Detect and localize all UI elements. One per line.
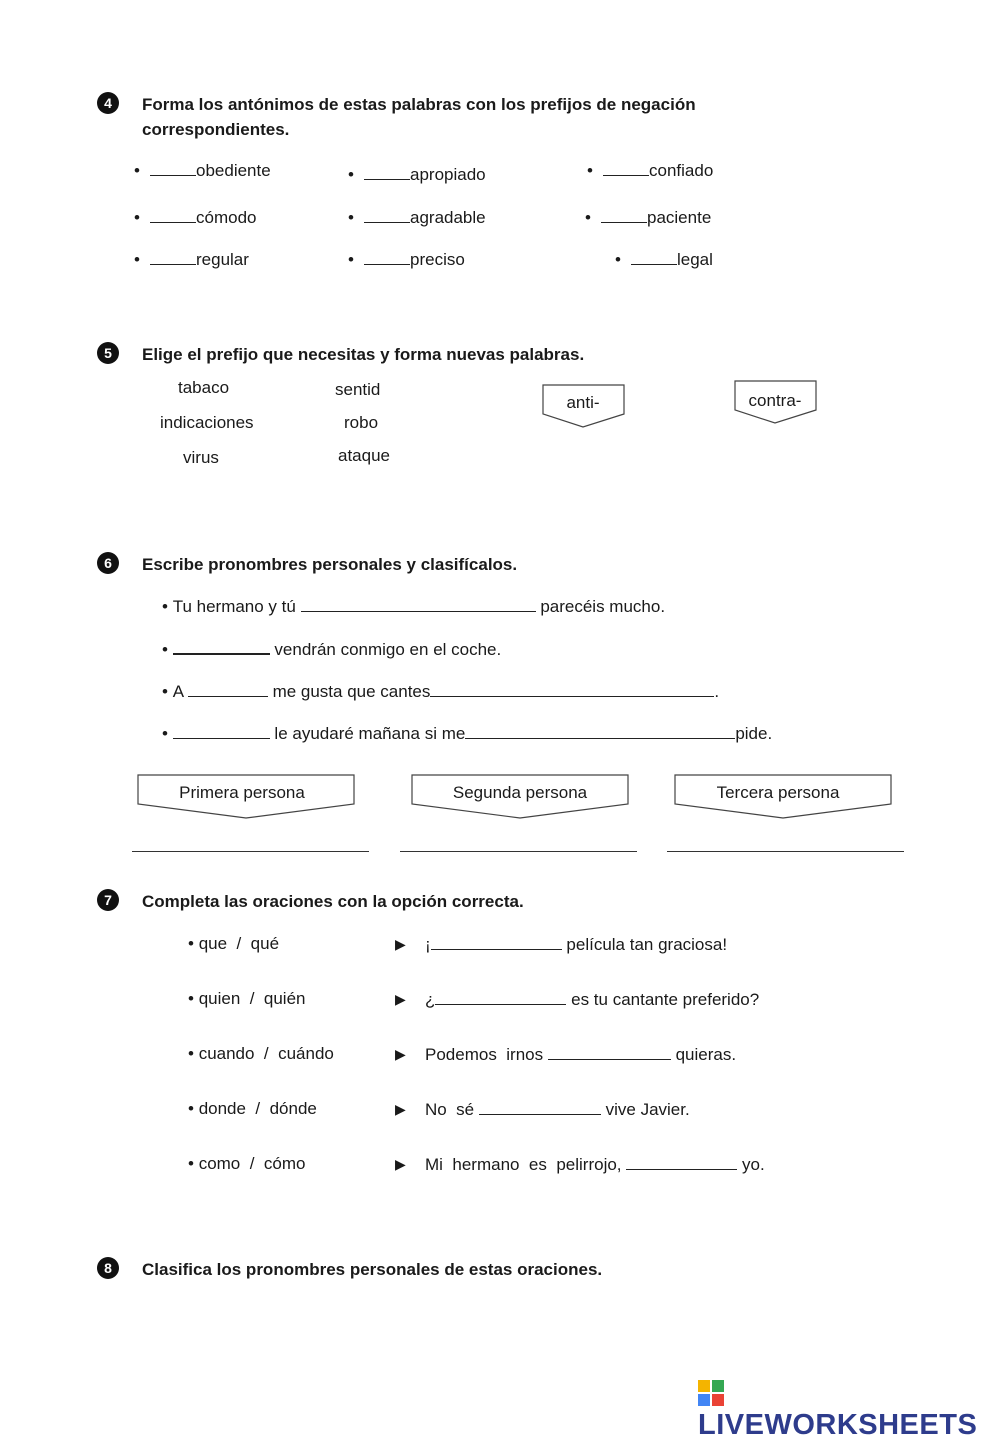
option-sentence <box>425 934 727 955</box>
sentence-text: me gusta que cantes <box>272 682 431 701</box>
pronoun-blank[interactable] <box>430 681 714 697</box>
exercise-5-instruction: Elige el prefijo que necesitas y forma nuevas palabras. <box>142 345 585 364</box>
sentence-text: vive Javier. <box>605 1100 690 1119</box>
exercise-number-6: 6 <box>97 552 119 574</box>
prefix-label-anti: anti- <box>566 393 600 412</box>
sentence-text: Tu hermano y tú <box>172 597 296 616</box>
category-answer-line-second[interactable] <box>400 851 637 852</box>
antonym-blank[interactable] <box>150 160 196 176</box>
arrow-right-icon: ▶ <box>395 1156 406 1172</box>
category-answer-line-first[interactable] <box>132 851 369 852</box>
exercise-number-8: 8 <box>97 1257 119 1279</box>
antonym-word: preciso <box>410 250 465 269</box>
antonym-word: paciente <box>647 208 712 227</box>
antonym-word: obediente <box>196 161 271 180</box>
option-text: donde / dónde <box>198 1099 317 1118</box>
antonym-item: • legal <box>615 250 713 269</box>
exercise-7-instruction: Completa las oraciones con la opción correcta. <box>142 892 524 911</box>
option-blank[interactable] <box>431 934 562 950</box>
pronoun-blank[interactable] <box>465 723 735 739</box>
prefix-base-word: tabaco <box>178 378 230 397</box>
category-answer-line-third[interactable] <box>667 851 904 852</box>
antonym-word: legal <box>677 250 713 269</box>
pronoun-blank[interactable] <box>188 681 268 697</box>
prefix-label-contra: contra- <box>748 391 802 410</box>
option-blank[interactable] <box>626 1154 737 1170</box>
antonym-item: • obediente <box>134 161 271 180</box>
antonym-word: confiado <box>649 161 714 180</box>
option-sentence <box>425 1099 690 1120</box>
arrow-right-icon: ▶ <box>395 991 406 1007</box>
option-pair: • donde / dónde <box>188 1099 317 1118</box>
option-blank[interactable] <box>548 1044 671 1060</box>
sentence-text: vendrán conmigo en el coche. <box>274 640 502 659</box>
arrow-right-icon: ▶ <box>395 936 406 952</box>
option-sentence <box>425 1044 736 1065</box>
option-text: cuando / cuándo <box>198 1044 334 1063</box>
antonym-blank[interactable] <box>150 249 196 265</box>
sentence-text: quieras. <box>675 1045 737 1064</box>
sentence-text: le ayudaré mañana si me <box>274 724 466 743</box>
prefix-base-word: virus <box>183 448 219 467</box>
prefix-base-word: indicaciones <box>160 413 254 432</box>
prefix-base-word: sentid <box>335 380 381 399</box>
exercise-6-instruction: Escribe pronombres personales y clasifícalos. <box>142 555 518 574</box>
option-text: que / qué <box>198 934 280 953</box>
antonym-item: • regular <box>134 250 249 269</box>
pronoun-blank[interactable] <box>301 596 536 612</box>
pronoun-sentence: • Tu hermano y tú parecéis mucho. <box>162 597 666 616</box>
sentence-text: película tan graciosa! <box>566 935 728 954</box>
exercise-8-instruction: Clasifica los pronombres personales de estas oraciones. <box>142 1260 603 1279</box>
sentence-text: A <box>172 682 184 701</box>
antonym-blank[interactable] <box>603 160 649 176</box>
sentence-text: yo. <box>742 1155 765 1174</box>
antonym-blank[interactable] <box>364 164 410 180</box>
option-text: como / cómo <box>198 1154 306 1173</box>
category-label-second: Segunda persona <box>452 783 588 802</box>
antonym-item: • apropiado <box>348 165 486 184</box>
sentence-text: ¡ <box>425 935 431 954</box>
antonym-item: • agradable <box>348 208 486 227</box>
pronoun-sentence: • vendrán conmigo en el coche. <box>162 640 502 659</box>
exercise-number-7: 7 <box>97 889 119 911</box>
antonym-word: cómodo <box>196 208 257 227</box>
pronoun-sentence: • A me gusta que cantes . <box>162 682 720 701</box>
prefix-base-word: ataque <box>338 446 390 465</box>
option-blank[interactable] <box>479 1099 601 1115</box>
antonym-word: agradable <box>410 208 486 227</box>
antonym-item: • preciso <box>348 250 465 269</box>
option-pair: • que / qué <box>188 934 280 953</box>
sentence-text: Podemos irnos <box>425 1045 544 1064</box>
sentence-text: pide. <box>735 724 773 743</box>
antonym-item: • confiado <box>587 161 714 180</box>
option-text: quien / quién <box>198 989 306 1008</box>
antonym-blank[interactable] <box>601 207 647 223</box>
antonym-item: • paciente <box>585 208 712 227</box>
pronoun-sentence: • le ayudaré mañana si me pide. <box>162 724 773 743</box>
sentence-text: No sé <box>425 1100 475 1119</box>
pronoun-blank[interactable] <box>173 638 270 655</box>
antonym-blank[interactable] <box>150 207 196 223</box>
option-pair: • quien / quién <box>188 989 306 1008</box>
exercise-4-instruction <box>142 92 696 142</box>
option-blank[interactable] <box>435 989 566 1005</box>
antonym-blank[interactable] <box>364 249 410 265</box>
sentence-text: . <box>714 682 720 701</box>
exercise-4-instruction-line2: correspondientes. <box>142 120 290 139</box>
arrow-right-icon: ▶ <box>395 1101 406 1117</box>
antonym-word: apropiado <box>410 165 486 184</box>
liveworksheets-logo-text: LIVEWORKSHEETS <box>698 1409 978 1441</box>
option-pair: • como / cómo <box>188 1154 306 1173</box>
arrow-right-icon: ▶ <box>395 1046 406 1062</box>
antonym-word: regular <box>196 250 249 269</box>
option-sentence <box>425 1154 765 1175</box>
exercise-4-instruction-line1: Forma los antónimos de estas palabras con los prefijos de negación <box>142 95 696 114</box>
prefix-base-word: robo <box>344 413 379 432</box>
exercise-number-5: 5 <box>97 342 119 364</box>
pronoun-blank[interactable] <box>173 723 270 739</box>
exercise-number-4: 4 <box>97 92 119 114</box>
liveworksheets-logo-icon <box>698 1380 724 1406</box>
option-sentence <box>425 989 759 1010</box>
antonym-blank[interactable] <box>364 207 410 223</box>
sentence-text: ¿ <box>425 990 436 1009</box>
category-label-first: Primera persona <box>179 783 305 802</box>
antonym-blank[interactable] <box>631 249 677 265</box>
category-label-third: Tercera persona <box>716 783 840 802</box>
sentence-text: parecéis mucho. <box>540 597 666 616</box>
antonym-item: • cómodo <box>134 208 257 227</box>
sentence-text: Mi hermano es pelirrojo, <box>425 1155 622 1174</box>
option-pair: • cuando / cuándo <box>188 1044 334 1063</box>
liveworksheets-logo <box>698 1376 1000 1441</box>
sentence-text: es tu cantante preferido? <box>571 990 760 1009</box>
